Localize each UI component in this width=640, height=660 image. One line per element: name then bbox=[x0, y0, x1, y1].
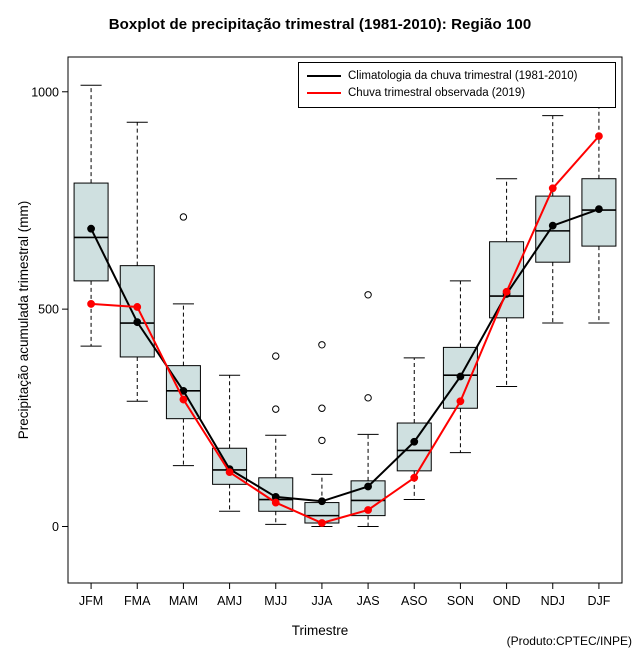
page-title: Boxplot de precipitação trimestral (1981-2010): Região 100 bbox=[108, 16, 532, 33]
series-line bbox=[91, 136, 599, 523]
boxplot-box bbox=[74, 0, 108, 346]
x-tick-label: ASO bbox=[401, 594, 428, 608]
x-tick-label: JAS bbox=[356, 594, 380, 608]
series-point bbox=[411, 474, 418, 481]
series-point bbox=[134, 304, 141, 311]
legend-item-climatologia bbox=[307, 69, 577, 83]
boxplot-box bbox=[536, 116, 570, 323]
legend-swatch-climatologia bbox=[307, 75, 341, 77]
boxplot-box bbox=[120, 122, 154, 401]
x-tick-label: MAM bbox=[168, 594, 199, 608]
x-tick-label: JJA bbox=[311, 594, 333, 608]
boxplot-box bbox=[582, 79, 616, 323]
series-point bbox=[319, 498, 326, 505]
series-point bbox=[549, 185, 556, 192]
series-point bbox=[226, 469, 233, 476]
x-tick-label: JFM bbox=[78, 594, 104, 608]
series-point bbox=[365, 483, 372, 490]
y-tick-label: 0 bbox=[52, 519, 59, 534]
series-point bbox=[365, 507, 372, 514]
y-axis-label: Precipitação acumulada trimestral (mm) bbox=[16, 200, 31, 440]
series-point bbox=[503, 288, 510, 295]
x-tick-label: DJF bbox=[587, 594, 611, 608]
series-point bbox=[457, 398, 464, 405]
boxplot-box bbox=[443, 281, 477, 453]
series-point bbox=[549, 222, 556, 229]
series-point bbox=[88, 225, 95, 232]
series-point bbox=[457, 373, 464, 380]
x-tick-label: AMJ bbox=[217, 594, 243, 608]
y-tick-label: 1000 bbox=[31, 85, 59, 100]
legend-swatch-observada bbox=[307, 92, 341, 94]
chart-legend bbox=[298, 62, 616, 108]
series-point bbox=[411, 438, 418, 445]
series-point bbox=[319, 520, 326, 527]
x-tick-label: SON bbox=[446, 594, 474, 608]
series-point bbox=[180, 396, 187, 403]
x-tick-label: NDJ bbox=[540, 594, 565, 608]
chart-credit: (Produto:CPTEC/INPE) bbox=[506, 634, 632, 648]
x-axis-label: Trimestre bbox=[291, 623, 349, 638]
boxplot-box bbox=[166, 214, 200, 466]
legend-label-observada: Chuva trimestral observada (2019) bbox=[348, 87, 526, 99]
series-point bbox=[134, 319, 141, 326]
y-tick-label: 500 bbox=[38, 302, 59, 317]
series-point bbox=[88, 301, 95, 308]
x-tick-label: MJJ bbox=[264, 594, 288, 608]
boxplot-box bbox=[490, 179, 524, 387]
x-tick-label: OND bbox=[492, 594, 521, 608]
x-tick-label: FMA bbox=[124, 594, 151, 608]
boxplot-box bbox=[213, 375, 247, 511]
series-point bbox=[596, 206, 603, 213]
series-point bbox=[596, 133, 603, 140]
series-point bbox=[272, 499, 279, 506]
legend-label-climatologia: Climatologia da chuva trimestral (1981-2010) bbox=[348, 70, 578, 82]
legend-item-observada bbox=[307, 86, 525, 100]
